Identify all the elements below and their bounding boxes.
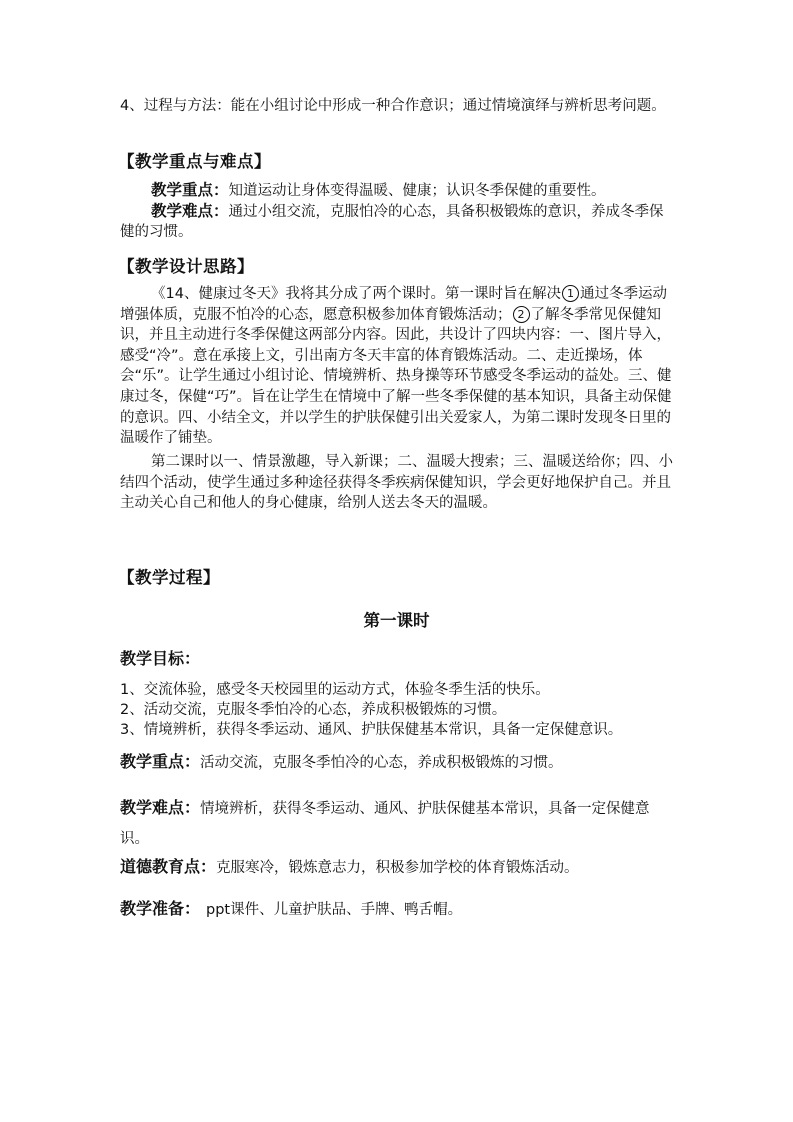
objectives-heading bbox=[120, 649, 676, 670]
preparation-text: ppt课件、儿童护肤品、手牌、鸭舌帽。 bbox=[206, 902, 463, 918]
design-paragraph-1 bbox=[120, 284, 676, 449]
design-text-a: 《14、健康过冬天》我将其分成了两个课时。第一课时旨在解决 bbox=[151, 286, 561, 302]
objective-item: 2、活动交流，克服冬季怕冷的心态，养成积极锻炼的习惯。 bbox=[120, 702, 507, 718]
key-point-text: 知道运动让身体变得温暖、健康；认识冬季保健的重要性。 bbox=[228, 183, 606, 199]
difficulty-paragraph bbox=[120, 201, 676, 242]
moral-point-label: 道德教育点： bbox=[120, 857, 217, 876]
preparation-label: 教学准备： bbox=[120, 899, 201, 918]
preparation-paragraph bbox=[120, 899, 676, 920]
lesson-key-label: 教学重点： bbox=[120, 752, 201, 771]
objective-item: 3、情境辨析，获得冬季运动、通风、护肤保健基本常识，具备一定保健意识。 bbox=[120, 722, 623, 738]
lesson-difficulty-label: 教学难点： bbox=[120, 798, 201, 817]
objective-item: 1、交流体验，感受冬天校园里的运动方式，体验冬季生活的快乐。 bbox=[120, 682, 550, 698]
difficulty-label: 教学难点： bbox=[151, 202, 229, 220]
lesson-key-paragraph bbox=[120, 752, 676, 773]
goal-4-paragraph: 4、过程与方法：能在小组讨论中形成一种合作意识；通过情境演绎与辨析思考问题。 bbox=[120, 98, 666, 114]
section-heading-design: 【教学设计思路】 bbox=[118, 257, 254, 276]
section-heading-key-points: 【教学重点与难点】 bbox=[118, 152, 271, 171]
lesson-difficulty-text: 情境辨析，获得冬季运动、通风、护肤保健基本常识，具备一定保健意识。 bbox=[120, 801, 650, 847]
objectives-label: 教学目标： bbox=[120, 649, 201, 668]
difficulty-text: 通过小组交流，克服怕冷的心态，具备积极锻炼的意识，养成冬季保健的习惯。 bbox=[120, 204, 664, 240]
moral-point-text: 克服寒冷，锻炼意志力，积极参加学校的体育锻炼活动。 bbox=[216, 860, 579, 876]
circled-number-1: 1 bbox=[562, 285, 579, 302]
circled-number-2: 2 bbox=[513, 306, 530, 323]
key-point-paragraph bbox=[120, 180, 676, 201]
lesson-key-text: 活动交流，克服冬季怕冷的心态，养成积极锻炼的习惯。 bbox=[200, 755, 563, 771]
lesson-difficulty-paragraph bbox=[120, 793, 676, 854]
design-text-c: 了解冬季常见保健知识，并且主动进行冬季保健这两部分内容。因此，共设计了四块内容：一、图片导入，感受“冷”。意在承接上文，引出南方冬天丰富的体育锻炼活动。二、走近操场，体会“乐”。让学生通过小组讨论、情境辨析、热身操等环节感受冬季运动的益处。三、健康过冬，保健“巧”。旨在让学生在情境中了解一些冬季保健的基本知识，具备主动保健的意识。四、小结全文，并以学生的护肤保健引出关爱家人，为第二课时发现冬日里的温暖作了铺垫。 bbox=[120, 306, 672, 447]
design-paragraph-2: 第二课时以一、情景激趣，导入新课；二、温暖大搜索；三、温暖送给你；四、小结四个活动，使学生通过多种途径获得冬季疾病保健知识，学会更好地保护自己。并且主动关心自己和他人的身心健康，给别人送去冬天的温暖。 bbox=[120, 454, 673, 512]
moral-point-paragraph bbox=[120, 857, 676, 878]
lesson-title: 第一课时 bbox=[363, 611, 430, 630]
design-text-b: 通过冬季运动增强体质，克服不怕冷的心态，愿意积极参加体育锻炼活动； bbox=[120, 286, 667, 323]
section-heading-process: 【教学过程】 bbox=[118, 568, 220, 587]
key-point-label: 教学重点： bbox=[151, 181, 229, 199]
